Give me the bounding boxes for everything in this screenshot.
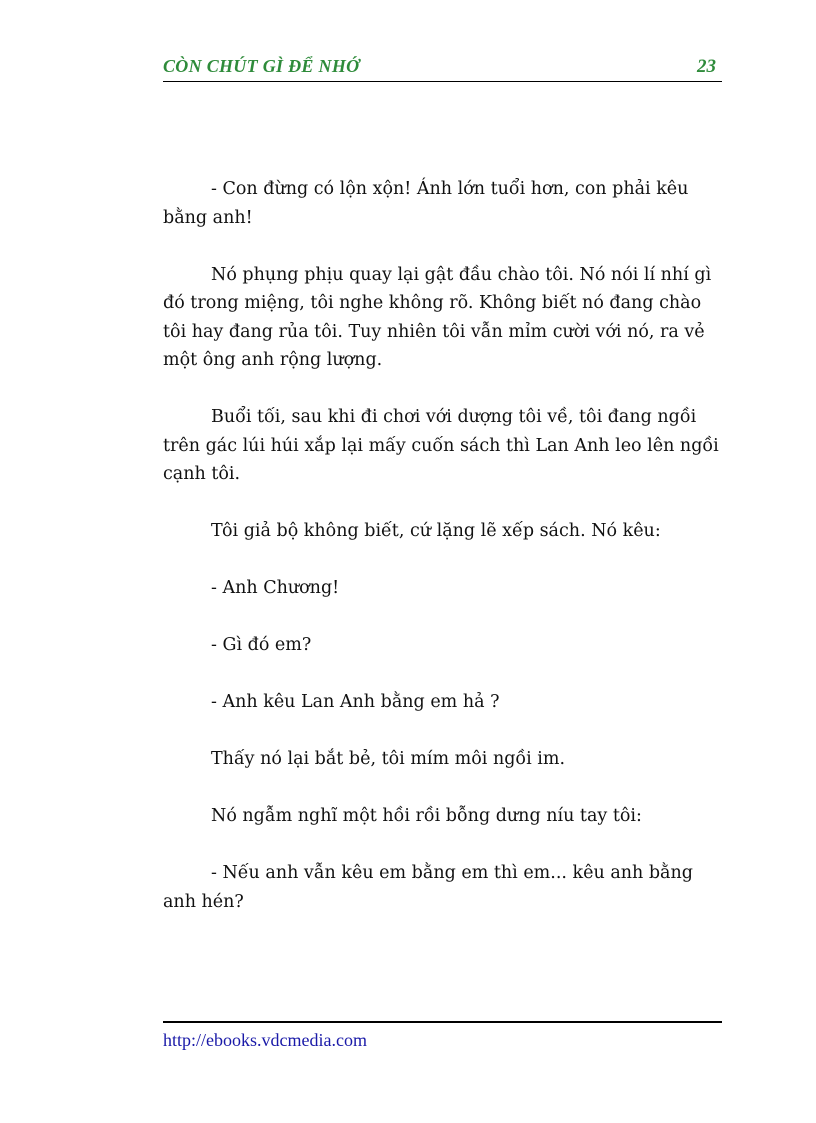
paragraph: - Anh Chương! <box>211 578 340 598</box>
paragraph: Buổi tối, sau khi đi chơi với dượng tôi về, tôi đang ngồi trên gác lúi húi xắp lại mấy cuốn sách thì Lan Anh leo lên ngồi cạnh tôi. <box>163 407 719 484</box>
page-number: 23 <box>697 56 716 77</box>
paragraph: - Gì đó em? <box>211 635 312 655</box>
running-header <box>163 56 722 82</box>
book-title: CÒN CHÚT GÌ ĐỂ NHỚ <box>163 56 360 76</box>
paragraph: Tôi giả bộ không biết, cứ lặng lẽ xếp sách. Nó kêu: <box>211 521 661 541</box>
footer-link[interactable]: http://ebooks.vdcmedia.com <box>163 1030 367 1050</box>
footer-divider <box>163 1021 722 1023</box>
paragraph: - Nếu anh vẫn kêu em bằng em thì em... kêu anh bằng anh hén? <box>163 863 693 912</box>
header-divider <box>163 81 722 82</box>
paragraph: Nó ngẫm nghĩ một hồi rồi bỗng dưng níu tay tôi: <box>211 806 642 826</box>
paragraph: - Con đừng có lộn xộn! Ánh lớn tuổi hơn, con phải kêu bằng anh! <box>163 179 689 228</box>
paragraph: - Anh kêu Lan Anh bằng em hả ? <box>211 692 500 712</box>
paragraph: Nó phụng phịu quay lại gật đầu chào tôi. Nó nói lí nhí gì đó trong miệng, tôi nghe không rõ. Không biết nó đang chào tôi hay đang rủa tôi. Tuy nhiên tôi vẫn mỉm cười với nó, ra vẻ một ông anh rộng lượng. <box>163 264 712 370</box>
paragraph: Thấy nó lại bắt bẻ, tôi mím môi ngồi im. <box>211 749 566 769</box>
body-text <box>163 175 722 945</box>
